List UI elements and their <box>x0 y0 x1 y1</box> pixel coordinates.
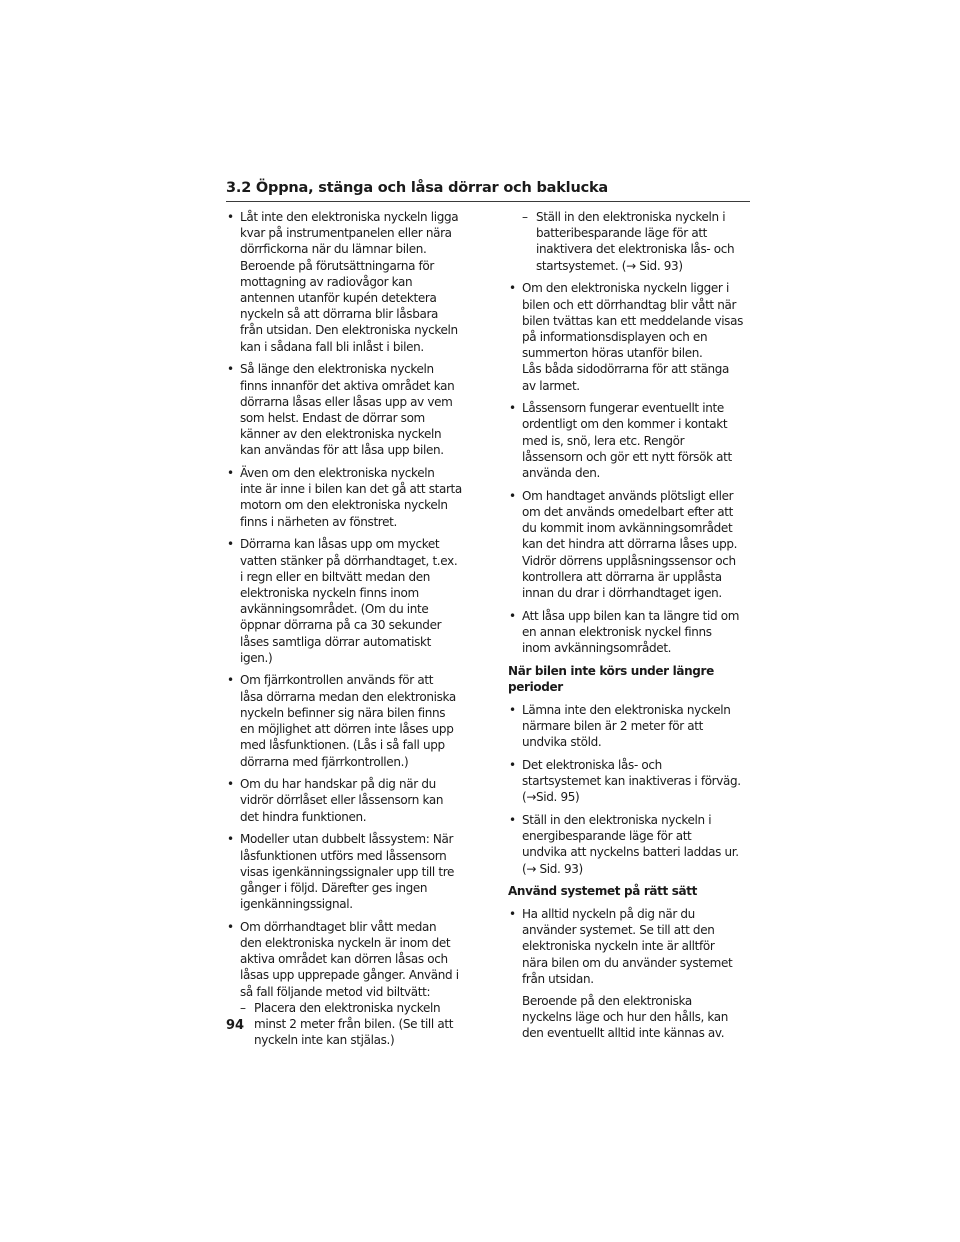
text-line: (→ Sid. 93) <box>522 861 583 876</box>
dash-marker: – <box>522 210 528 224</box>
bullet-item <box>226 209 464 355</box>
text-line: Låssensorn fungerar eventuellt inte <box>522 401 724 416</box>
text-line: inom avkänningsområdet. <box>522 641 672 656</box>
bullet-marker: • <box>227 210 234 224</box>
text-line: nyckeln befinner sig nära bilen finns <box>240 705 446 720</box>
text-line: använder systemet. Se till att den <box>522 923 715 938</box>
text-line: (→Sid. 95) <box>522 790 580 805</box>
text-line: batteribesparande läge för att <box>536 226 708 241</box>
text-line: Om dörrhandtaget blir vått medan <box>240 919 437 934</box>
text-line: som helst. Endast de dörrar som <box>240 410 425 425</box>
text-line: kan i sådana fall bli inlåst i bilen. <box>240 339 424 354</box>
text-line: ordentligt om den kommer i kontakt <box>522 417 728 432</box>
bullet-item <box>226 776 464 825</box>
section-title: 3.2 Öppna, stänga och låsa dörrar och baklucka <box>226 180 608 196</box>
bullet-marker: • <box>509 702 516 717</box>
bullet-item <box>226 536 464 666</box>
text-line: Lämna inte den elektroniska nyckeln <box>522 702 731 717</box>
text-line: innan du drar i dörrhandtaget igen. <box>522 585 722 600</box>
text-line: elektroniska nyckeln inte är alltför <box>522 939 715 954</box>
bullet-item <box>226 831 464 912</box>
text-line: summerton höras utanför bilen. <box>522 346 703 361</box>
text-line: närmare bilen är 2 meter för att <box>522 718 704 733</box>
bullet-marker: • <box>227 362 234 377</box>
text-line: elektroniska nyckeln finns inom <box>240 585 419 600</box>
text-line: av larmet. <box>522 378 580 393</box>
text-line: undvika att nyckelns batteri laddas ur. <box>522 845 739 860</box>
bullet-marker: • <box>509 608 516 623</box>
text-line: finns i närheten av fönstret. <box>240 514 397 529</box>
text-line: gånger i följd. Därefter ges ingen <box>240 880 428 895</box>
text-line: Om handtaget används plötsligt eller <box>522 488 734 503</box>
bullet-marker: • <box>509 281 516 296</box>
text-line: motorn om den elektroniska nyckeln <box>240 498 448 513</box>
text-line: startsystemet kan inaktiveras i förväg. <box>522 774 741 788</box>
text-line: inte är inne i bilen kan det gå att starta <box>240 482 462 497</box>
bullet-marker: • <box>227 466 234 481</box>
left-column <box>226 209 464 1048</box>
text-line: När bilen inte körs under längre <box>508 663 714 678</box>
text-line: Placera den elektroniska nyckeln <box>254 1000 441 1015</box>
text-line: finns innanför det aktiva området kan <box>240 378 455 393</box>
text-line: avkänningsområdet. (Om du inte <box>240 602 429 617</box>
text-line: en annan elektronisk nyckel finns <box>522 624 712 639</box>
text-line: den elektroniska nyckeln är inom det <box>240 936 451 951</box>
text-line: kvar på instrumentpanelen eller nära <box>240 226 452 241</box>
text-line: du kommit inom avkänningsområdet <box>522 521 733 536</box>
text-line: antennen utanför kupén detektera <box>240 291 437 306</box>
dash-item <box>226 1000 464 1049</box>
bullet-item <box>508 280 752 393</box>
text-line: använda den. <box>522 466 601 481</box>
text-line: öppnar dörrarna på ca 30 sekunder <box>240 618 442 633</box>
text-line: Vidrör dörrens upplåsningssensor och <box>522 553 736 568</box>
bullet-item <box>508 400 752 481</box>
text-line: nyckelns läge och hur den hålls, kan <box>522 1010 729 1025</box>
text-line: Det elektroniska lås- och <box>522 757 662 772</box>
text-line: minst 2 meter från bilen. (Se till att <box>254 1017 454 1032</box>
text-line: undvika stöld. <box>522 735 602 750</box>
page-number: 94 <box>226 1018 245 1033</box>
text-line: Lås båda sidodörrarna för att stänga <box>522 362 730 377</box>
subheading-correct-use: Använd systemet på rätt sätt <box>508 884 698 899</box>
text-line: låsa dörrarna medan den elektroniska <box>240 689 456 704</box>
text-line: Ställ in den elektroniska nyckeln i <box>522 812 712 827</box>
bullet-item <box>508 906 752 987</box>
bullet-marker: • <box>509 812 516 827</box>
text-line: vidrör dörrlåset eller låssensorn kan <box>240 793 444 808</box>
bullet-item <box>508 702 752 751</box>
bullet-marker: • <box>227 832 234 847</box>
bullet-marker: • <box>509 401 516 416</box>
text-line: känner av den elektroniska nyckeln <box>240 427 442 442</box>
text-line: från utsidan. Den elektroniska nyckeln <box>240 323 458 338</box>
text-line: perioder <box>508 679 563 694</box>
text-line: Dörrarna kan låsas upp om mycket <box>240 537 440 552</box>
text-line: nyckeln så att dörrarna blir låsbara <box>240 307 439 322</box>
bullet-marker: • <box>227 537 234 552</box>
text-line: Beroende på förutsättningarna för <box>240 258 435 273</box>
text-line: Ha alltid nyckeln på dig när du <box>522 906 695 921</box>
text-line: vatten stänker på dörrhandtaget, t.ex. <box>240 553 458 568</box>
bullet-item <box>226 919 464 1000</box>
text-line: mottagning av radiovågor kan <box>240 274 413 289</box>
text-line: bilen och ett dörrhandtag blir vått när <box>522 297 737 312</box>
text-line: Om fjärrkontrollen används för att <box>240 673 434 688</box>
text-line: dörrfickorna när du lämnar bilen. <box>240 242 427 257</box>
bullet-item <box>508 757 752 806</box>
bullet-marker: • <box>509 906 516 921</box>
bullet-item <box>226 672 464 769</box>
bullet-marker: • <box>227 673 234 688</box>
bullet-marker: • <box>509 757 516 772</box>
text-line: om det används omedelbart efter att <box>522 504 733 519</box>
subheading-long-term-parking <box>508 663 752 695</box>
text-line: dörrarna med fjärrkontrollen.) <box>240 754 409 769</box>
text-line: en möjlighet att dörren inte låses upp <box>240 722 454 737</box>
text-line: kan det hindra att dörrarna låses upp. <box>522 537 738 552</box>
text-line: dörrarna låsas eller låsas upp av vem <box>240 394 453 409</box>
text-line: Om den elektroniska nyckeln ligger i <box>522 281 729 296</box>
text-line: Så länge den elektroniska nyckeln <box>240 362 434 377</box>
text-line: den eventuellt alltid inte kännas av. <box>522 1026 725 1041</box>
right-column <box>508 209 752 1042</box>
bullet-item <box>508 812 752 877</box>
note-paragraph <box>508 993 752 1042</box>
text-line: med is, snö, lera etc. Rengör <box>522 433 685 448</box>
text-line: nyckeln inte kan stjälas.) <box>254 1033 395 1048</box>
text-line: låssensorn och gör ett nytt försök att <box>522 449 732 464</box>
text-line: nära bilen om du använder systemet <box>522 955 733 970</box>
bullet-item <box>226 361 464 458</box>
text-line: från utsidan. <box>522 971 594 986</box>
text-line: Låt inte den elektroniska nyckeln ligga <box>240 210 459 224</box>
text-line: kan användas för att låsa upp bilen. <box>240 443 444 458</box>
text-line: energibesparande läge för att <box>522 829 692 844</box>
text-line: i regn eller en biltvätt medan den <box>240 569 431 584</box>
text-line: inaktivera det elektroniska lås- och <box>536 242 735 257</box>
header-rule <box>226 201 750 202</box>
text-line: Att låsa upp bilen kan ta längre tid om <box>522 608 740 623</box>
dash-marker: – <box>240 1000 246 1015</box>
text-line: igenkänningssignal. <box>240 897 353 912</box>
text-line: Ställ in den elektroniska nyckeln i <box>536 210 726 224</box>
text-line: låsfunktionen utförs med låssensorn <box>240 848 447 863</box>
dash-item <box>508 209 752 274</box>
text-line: det hindra funktionen. <box>240 809 367 824</box>
text-line: aktiva området kan dörren låsas och <box>240 952 448 967</box>
text-line: kontrollera att dörrarna är upplåsta <box>522 569 722 584</box>
bullet-item <box>226 465 464 530</box>
text-line: visas igenkänningssignaler upp till tre <box>240 864 455 879</box>
text-line: Modeller utan dubbelt låssystem: När <box>240 832 454 847</box>
bullet-item <box>508 608 752 657</box>
bullet-marker: • <box>227 777 234 792</box>
text-line: bilen tvättas kan ett meddelande visas <box>522 313 743 328</box>
text-line: Om du har handskar på dig när du <box>240 777 436 792</box>
text-line: på informationsdisplayen och en <box>522 329 708 344</box>
text-line: igen.) <box>240 650 273 665</box>
text-line: låses samtliga dörrar automatiskt <box>240 634 432 649</box>
text-line: startsystemet. (→ Sid. 93) <box>536 258 683 273</box>
bullet-marker: • <box>509 488 516 503</box>
text-line: Beroende på den elektroniska <box>522 993 692 1008</box>
text-line: Även om den elektroniska nyckeln <box>240 466 435 481</box>
text-line: så fall följande metod vid biltvätt: <box>240 984 431 999</box>
section-header <box>226 178 750 202</box>
bullet-marker: • <box>227 919 234 934</box>
text-line: med låsfunktionen. (Lås i så fall upp <box>240 738 445 753</box>
text-line: låsas upp upprepade gånger. Använd i <box>240 968 459 983</box>
bullet-item <box>508 488 752 601</box>
